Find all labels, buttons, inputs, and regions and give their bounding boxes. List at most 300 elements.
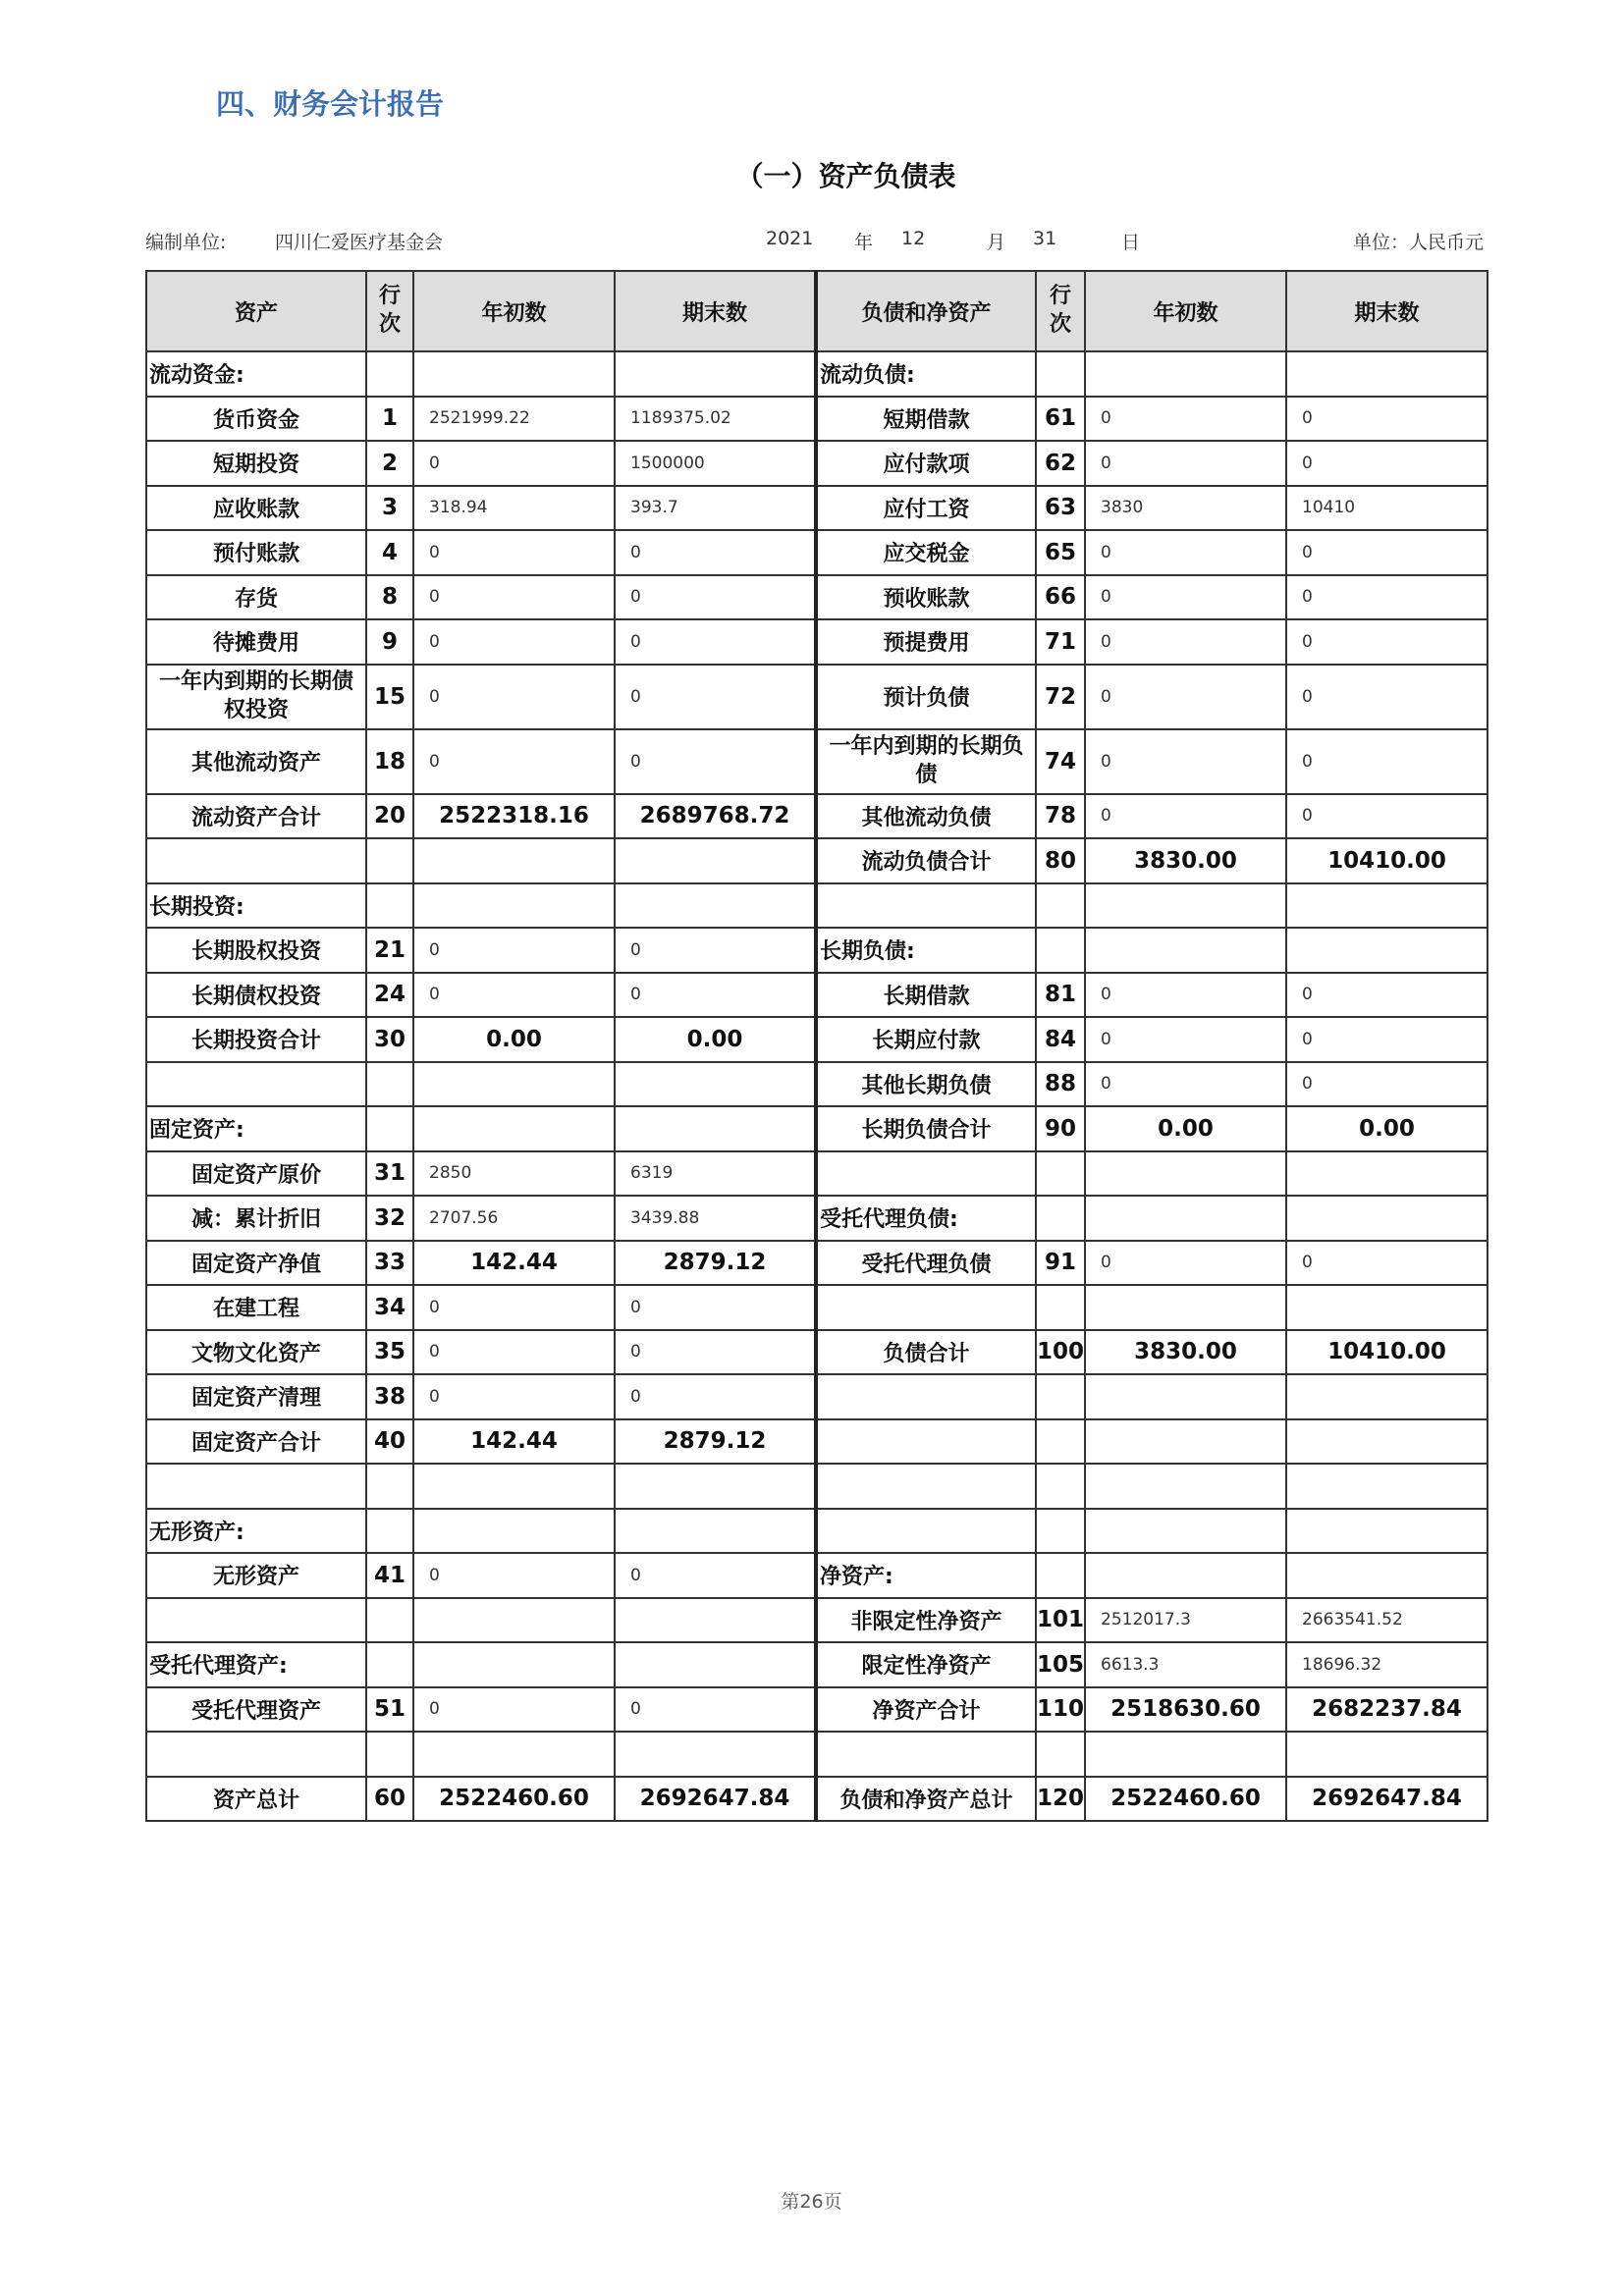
table-row: [146, 1732, 1488, 1777]
table-row: [146, 1687, 1488, 1733]
category-label: 固定资产:: [146, 1106, 366, 1151]
item-name: 流动资产合计: [146, 794, 366, 839]
begin-value: 0.00: [1085, 1106, 1286, 1151]
line-number: 74: [1036, 729, 1085, 794]
header-line-a-right: 行: [1050, 284, 1072, 309]
begin-value: 0: [413, 619, 615, 665]
empty-cell: [615, 1598, 816, 1643]
item-name: 固定资产清理: [146, 1374, 366, 1419]
empty-cell: [1085, 1151, 1286, 1197]
begin-value: 2707.56: [413, 1196, 615, 1241]
empty-cell: [1286, 351, 1488, 397]
empty-cell: [413, 1062, 615, 1107]
table-row: [146, 1777, 1488, 1822]
end-value: 2879.12: [615, 1241, 816, 1286]
begin-value: 0: [1085, 1241, 1286, 1286]
empty-cell: [146, 1464, 366, 1509]
table-row: [146, 530, 1488, 575]
begin-value: 0: [1085, 441, 1286, 486]
begin-value: 3830: [1085, 486, 1286, 531]
empty-cell: [146, 1732, 366, 1777]
item-name: 长期投资合计: [146, 1017, 366, 1062]
empty-cell: [615, 351, 816, 397]
item-name: 其他流动负债: [816, 794, 1036, 839]
end-value: 10410: [1286, 486, 1488, 531]
currency-unit: 单位：人民币元: [1353, 232, 1485, 253]
end-value: 2663541.52: [1286, 1598, 1488, 1643]
header-begin: 年初数: [413, 271, 615, 351]
table-row: [146, 441, 1488, 486]
item-name: 文物文化资产: [146, 1330, 366, 1375]
table-row: [146, 619, 1488, 665]
line-number: 32: [366, 1196, 413, 1241]
empty-cell: [1286, 928, 1488, 973]
end-value: 393.7: [615, 486, 816, 531]
empty-cell: [1085, 883, 1286, 929]
line-number: 20: [366, 794, 413, 839]
empty-cell: [1286, 1196, 1488, 1241]
begin-value: 2522318.16: [413, 794, 615, 839]
item-name: 资产总计: [146, 1777, 366, 1822]
line-number: 84: [1036, 1017, 1085, 1062]
line-number: 3: [366, 486, 413, 531]
empty-cell: [615, 883, 816, 929]
empty-cell: [1036, 1196, 1085, 1241]
begin-value: 0: [413, 729, 615, 794]
item-name: 限定性净资产: [816, 1642, 1036, 1687]
empty-cell: [366, 1464, 413, 1509]
table-row: [146, 1553, 1488, 1598]
item-name: 受托代理资产: [146, 1687, 366, 1733]
end-value: 2689768.72: [615, 794, 816, 839]
empty-cell: [1036, 1285, 1085, 1330]
item-name: 净资产合计: [816, 1687, 1036, 1733]
item-name: 一年内到期的长期债权投资: [146, 665, 366, 729]
empty-cell: [1085, 351, 1286, 397]
line-number: 4: [366, 530, 413, 575]
end-value: 10410.00: [1286, 838, 1488, 883]
category-label: 无形资产:: [146, 1509, 366, 1554]
line-number: 51: [366, 1687, 413, 1733]
line-number: 30: [366, 1017, 413, 1062]
begin-value: 6613.3: [1085, 1642, 1286, 1687]
empty-cell: [1085, 1553, 1286, 1598]
line-number: 90: [1036, 1106, 1085, 1151]
begin-value: 2512017.3: [1085, 1598, 1286, 1643]
empty-cell: [615, 1464, 816, 1509]
begin-value: 0: [1085, 1062, 1286, 1107]
empty-cell: [816, 1464, 1036, 1509]
empty-cell: [816, 1732, 1036, 1777]
empty-cell: [816, 883, 1036, 929]
end-value: 3439.88: [615, 1196, 816, 1241]
begin-value: 2518630.60: [1085, 1687, 1286, 1733]
line-number: 105: [1036, 1642, 1085, 1687]
item-name: 长期借款: [816, 973, 1036, 1018]
end-value: 0: [1286, 1241, 1488, 1286]
empty-cell: [1036, 1732, 1085, 1777]
line-number: 63: [1036, 486, 1085, 531]
end-value: 0: [1286, 397, 1488, 442]
item-name: 在建工程: [146, 1285, 366, 1330]
item-name: 负债合计: [816, 1330, 1036, 1375]
empty-cell: [816, 1151, 1036, 1197]
begin-value: 0.00: [413, 1017, 615, 1062]
begin-value: 0: [413, 441, 615, 486]
begin-value: 142.44: [413, 1241, 615, 1286]
item-name: 长期债权投资: [146, 973, 366, 1018]
line-number: 1: [366, 397, 413, 442]
table-row: [146, 1330, 1488, 1375]
line-number: 88: [1036, 1062, 1085, 1107]
item-name: 固定资产合计: [146, 1419, 366, 1465]
line-number: 110: [1036, 1687, 1085, 1733]
table-row: [146, 1285, 1488, 1330]
empty-cell: [1286, 1509, 1488, 1554]
empty-cell: [413, 1464, 615, 1509]
end-value: 0: [615, 928, 816, 973]
begin-value: 0: [413, 575, 615, 620]
item-name: 长期负债合计: [816, 1106, 1036, 1151]
line-number: 15: [366, 665, 413, 729]
end-value: 0.00: [1286, 1106, 1488, 1151]
empty-cell: [615, 1062, 816, 1107]
table-row: [146, 1642, 1488, 1687]
begin-value: 142.44: [413, 1419, 615, 1465]
empty-cell: [1085, 1509, 1286, 1554]
end-value: 0: [615, 1330, 816, 1375]
empty-cell: [1085, 1285, 1286, 1330]
item-name: 应交税金: [816, 530, 1036, 575]
item-name: 流动负债合计: [816, 838, 1036, 883]
table-row: [146, 973, 1488, 1018]
empty-cell: [615, 1732, 816, 1777]
begin-value: 2850: [413, 1151, 615, 1197]
empty-cell: [1085, 1196, 1286, 1241]
end-value: 6319: [615, 1151, 816, 1197]
line-number: 71: [1036, 619, 1085, 665]
empty-cell: [816, 1374, 1036, 1419]
end-value: 1189375.02: [615, 397, 816, 442]
end-value: 0: [1286, 973, 1488, 1018]
item-name: 应付款项: [816, 441, 1036, 486]
empty-cell: [1286, 1553, 1488, 1598]
item-name: 待摊费用: [146, 619, 366, 665]
end-value: 1500000: [615, 441, 816, 486]
empty-cell: [615, 838, 816, 883]
table-row: [146, 351, 1488, 397]
begin-value: 0: [1085, 1017, 1286, 1062]
end-value: 0: [615, 1553, 816, 1598]
header-liabilities: 负债和净资产: [816, 271, 1036, 351]
empty-cell: [413, 883, 615, 929]
line-number: 40: [366, 1419, 413, 1465]
empty-cell: [816, 1419, 1036, 1465]
empty-cell: [1286, 883, 1488, 929]
line-number: 9: [366, 619, 413, 665]
end-value: 0: [615, 575, 816, 620]
empty-cell: [366, 1106, 413, 1151]
end-value: 0: [1286, 1017, 1488, 1062]
table-row: [146, 729, 1488, 794]
empty-cell: [1286, 1464, 1488, 1509]
begin-value: 0: [1085, 619, 1286, 665]
begin-value: 3830.00: [1085, 838, 1286, 883]
empty-cell: [413, 1732, 615, 1777]
table-row: [146, 575, 1488, 620]
line-number: 35: [366, 1330, 413, 1375]
empty-cell: [1286, 1732, 1488, 1777]
end-value: 0: [615, 619, 816, 665]
end-value: 0: [615, 1374, 816, 1419]
item-name: 其他流动资产: [146, 729, 366, 794]
item-name: 一年内到期的长期负债: [816, 729, 1036, 794]
begin-value: 0: [1085, 397, 1286, 442]
empty-cell: [1036, 1151, 1085, 1197]
empty-cell: [1085, 1732, 1286, 1777]
begin-value: 0: [413, 1553, 615, 1598]
empty-cell: [1286, 1151, 1488, 1197]
category-label: 受托代理负债:: [816, 1196, 1036, 1241]
header-line-b-right: 次: [1050, 312, 1072, 337]
end-value: 2692647.84: [615, 1777, 816, 1822]
end-value: 0: [1286, 530, 1488, 575]
category-label: 流动资金:: [146, 351, 366, 397]
day-unit: 日: [1121, 232, 1141, 253]
line-number: 80: [1036, 838, 1085, 883]
table-row: [146, 928, 1488, 973]
table-row: [146, 1196, 1488, 1241]
table-row: [146, 1464, 1488, 1509]
empty-cell: [1085, 1374, 1286, 1419]
empty-cell: [615, 1106, 816, 1151]
end-value: 0: [615, 1285, 816, 1330]
end-value: 0: [1286, 665, 1488, 729]
end-value: 0: [615, 1687, 816, 1733]
month-unit: 月: [987, 232, 1006, 253]
empty-cell: [366, 1642, 413, 1687]
org-label: 编制单位:: [145, 232, 227, 253]
begin-value: 0: [1085, 794, 1286, 839]
begin-value: 2522460.60: [413, 1777, 615, 1822]
empty-cell: [366, 1062, 413, 1107]
begin-value: 318.94: [413, 486, 615, 531]
empty-cell: [1036, 883, 1085, 929]
empty-cell: [366, 838, 413, 883]
header-end-right: 期末数: [1286, 271, 1488, 351]
header-begin-right: 年初数: [1085, 271, 1286, 351]
empty-cell: [1085, 928, 1286, 973]
empty-cell: [413, 1598, 615, 1643]
item-name: 存货: [146, 575, 366, 620]
begin-value: 0: [413, 1374, 615, 1419]
line-number: 72: [1036, 665, 1085, 729]
table-row: [146, 665, 1488, 729]
empty-cell: [1036, 1419, 1085, 1465]
table-header-row: [146, 271, 1488, 351]
item-name: 固定资产原价: [146, 1151, 366, 1197]
item-name: 短期借款: [816, 397, 1036, 442]
table-row: [146, 1017, 1488, 1062]
page-number: 第26页: [781, 2191, 842, 2213]
end-value: 0: [1286, 619, 1488, 665]
begin-value: 0: [1085, 575, 1286, 620]
line-number: 81: [1036, 973, 1085, 1018]
category-label: 净资产:: [816, 1553, 1036, 1598]
header-line-a: 行: [378, 284, 401, 309]
table-row: [146, 1509, 1488, 1554]
line-number: 24: [366, 973, 413, 1018]
begin-value: 2521999.22: [413, 397, 615, 442]
line-number: 21: [366, 928, 413, 973]
empty-cell: [615, 1642, 816, 1687]
empty-cell: [413, 838, 615, 883]
section-title: 四、财务会计报告: [216, 87, 445, 121]
category-label: 长期投资:: [146, 883, 366, 929]
begin-value: 0: [1085, 530, 1286, 575]
empty-cell: [1286, 1419, 1488, 1465]
empty-cell: [146, 1062, 366, 1107]
item-name: 固定资产净值: [146, 1241, 366, 1286]
empty-cell: [366, 1509, 413, 1554]
end-value: 2682237.84: [1286, 1687, 1488, 1733]
item-name: 短期投资: [146, 441, 366, 486]
table-row: [146, 1374, 1488, 1419]
item-name: 货币资金: [146, 397, 366, 442]
end-value: 0: [615, 665, 816, 729]
header-asset: 资产: [146, 271, 366, 351]
item-name: 负债和净资产总计: [816, 1777, 1036, 1822]
begin-value: 0: [413, 530, 615, 575]
end-value: 0: [1286, 575, 1488, 620]
line-number: 38: [366, 1374, 413, 1419]
empty-cell: [366, 1598, 413, 1643]
end-value: 0: [1286, 794, 1488, 839]
end-value: 2692647.84: [1286, 1777, 1488, 1822]
line-number: 61: [1036, 397, 1085, 442]
table-row: [146, 1062, 1488, 1107]
empty-cell: [1036, 1509, 1085, 1554]
report-day: 31: [1033, 228, 1057, 249]
item-name: 长期股权投资: [146, 928, 366, 973]
empty-cell: [1085, 1419, 1286, 1465]
empty-cell: [1036, 1464, 1085, 1509]
year-unit: 年: [854, 232, 874, 253]
end-value: 0.00: [615, 1017, 816, 1062]
begin-value: 2522460.60: [1085, 1777, 1286, 1822]
header-line-no-right: [1036, 271, 1085, 351]
line-number: 31: [366, 1151, 413, 1197]
begin-value: 3830.00: [1085, 1330, 1286, 1375]
table-row: [146, 397, 1488, 442]
end-value: 0: [1286, 1062, 1488, 1107]
table-row: [146, 1151, 1488, 1197]
end-value: 0: [615, 973, 816, 1018]
table-row: [146, 1241, 1488, 1286]
empty-cell: [1286, 1374, 1488, 1419]
line-number: 62: [1036, 441, 1085, 486]
empty-cell: [413, 1509, 615, 1554]
empty-cell: [146, 1598, 366, 1643]
item-name: 长期应付款: [816, 1017, 1036, 1062]
line-number: 2: [366, 441, 413, 486]
empty-cell: [816, 1285, 1036, 1330]
table-row: [146, 486, 1488, 531]
empty-cell: [413, 1642, 615, 1687]
empty-cell: [366, 883, 413, 929]
line-number: 100: [1036, 1330, 1085, 1375]
item-name: 预收账款: [816, 575, 1036, 620]
end-value: 0: [1286, 441, 1488, 486]
item-name: 其他长期负债: [816, 1062, 1036, 1107]
item-name: 非限定性净资产: [816, 1598, 1036, 1643]
empty-cell: [366, 351, 413, 397]
end-value: 10410.00: [1286, 1330, 1488, 1375]
empty-cell: [816, 1509, 1036, 1554]
item-name: 应收账款: [146, 486, 366, 531]
line-number: 101: [1036, 1598, 1085, 1643]
report-month: 12: [901, 228, 926, 249]
item-name: 预提费用: [816, 619, 1036, 665]
item-name: 应付工资: [816, 486, 1036, 531]
begin-value: 0: [1085, 973, 1286, 1018]
begin-value: 0: [413, 1330, 615, 1375]
empty-cell: [413, 351, 615, 397]
line-number: 34: [366, 1285, 413, 1330]
line-number: 65: [1036, 530, 1085, 575]
begin-value: 0: [413, 1687, 615, 1733]
item-name: 无形资产: [146, 1553, 366, 1598]
line-number: 78: [1036, 794, 1085, 839]
empty-cell: [366, 1732, 413, 1777]
line-number: 120: [1036, 1777, 1085, 1822]
line-number: 33: [366, 1241, 413, 1286]
table-row: [146, 1106, 1488, 1151]
empty-cell: [413, 1106, 615, 1151]
line-number: 8: [366, 575, 413, 620]
empty-cell: [1036, 1374, 1085, 1419]
category-label: 长期负债:: [816, 928, 1036, 973]
org-name: 四川仁爱医疗基金会: [275, 232, 444, 253]
header-line-no: [366, 271, 413, 351]
category-label: 受托代理资产:: [146, 1642, 366, 1687]
item-name: 受托代理负债: [816, 1241, 1036, 1286]
end-value: 18696.32: [1286, 1642, 1488, 1687]
empty-cell: [1036, 928, 1085, 973]
line-number: 18: [366, 729, 413, 794]
table-row: [146, 1419, 1488, 1465]
balance-sheet-table: [145, 270, 1488, 1822]
begin-value: 0: [1085, 665, 1286, 729]
empty-cell: [1085, 1464, 1286, 1509]
line-number: 66: [1036, 575, 1085, 620]
line-number: 60: [366, 1777, 413, 1822]
document-title: （一）资产负债表: [735, 160, 956, 192]
item-name: 预计负债: [816, 665, 1036, 729]
end-value: 0: [615, 729, 816, 794]
line-number: 91: [1036, 1241, 1085, 1286]
begin-value: 0: [413, 928, 615, 973]
category-label: 流动负债:: [816, 351, 1036, 397]
report-year: 2021: [766, 228, 814, 249]
header-end: 期末数: [615, 271, 816, 351]
table-row: [146, 838, 1488, 883]
empty-cell: [1036, 351, 1085, 397]
begin-value: 0: [1085, 729, 1286, 794]
begin-value: 0: [413, 665, 615, 729]
empty-cell: [1036, 1553, 1085, 1598]
header-line-b: 次: [378, 312, 401, 337]
